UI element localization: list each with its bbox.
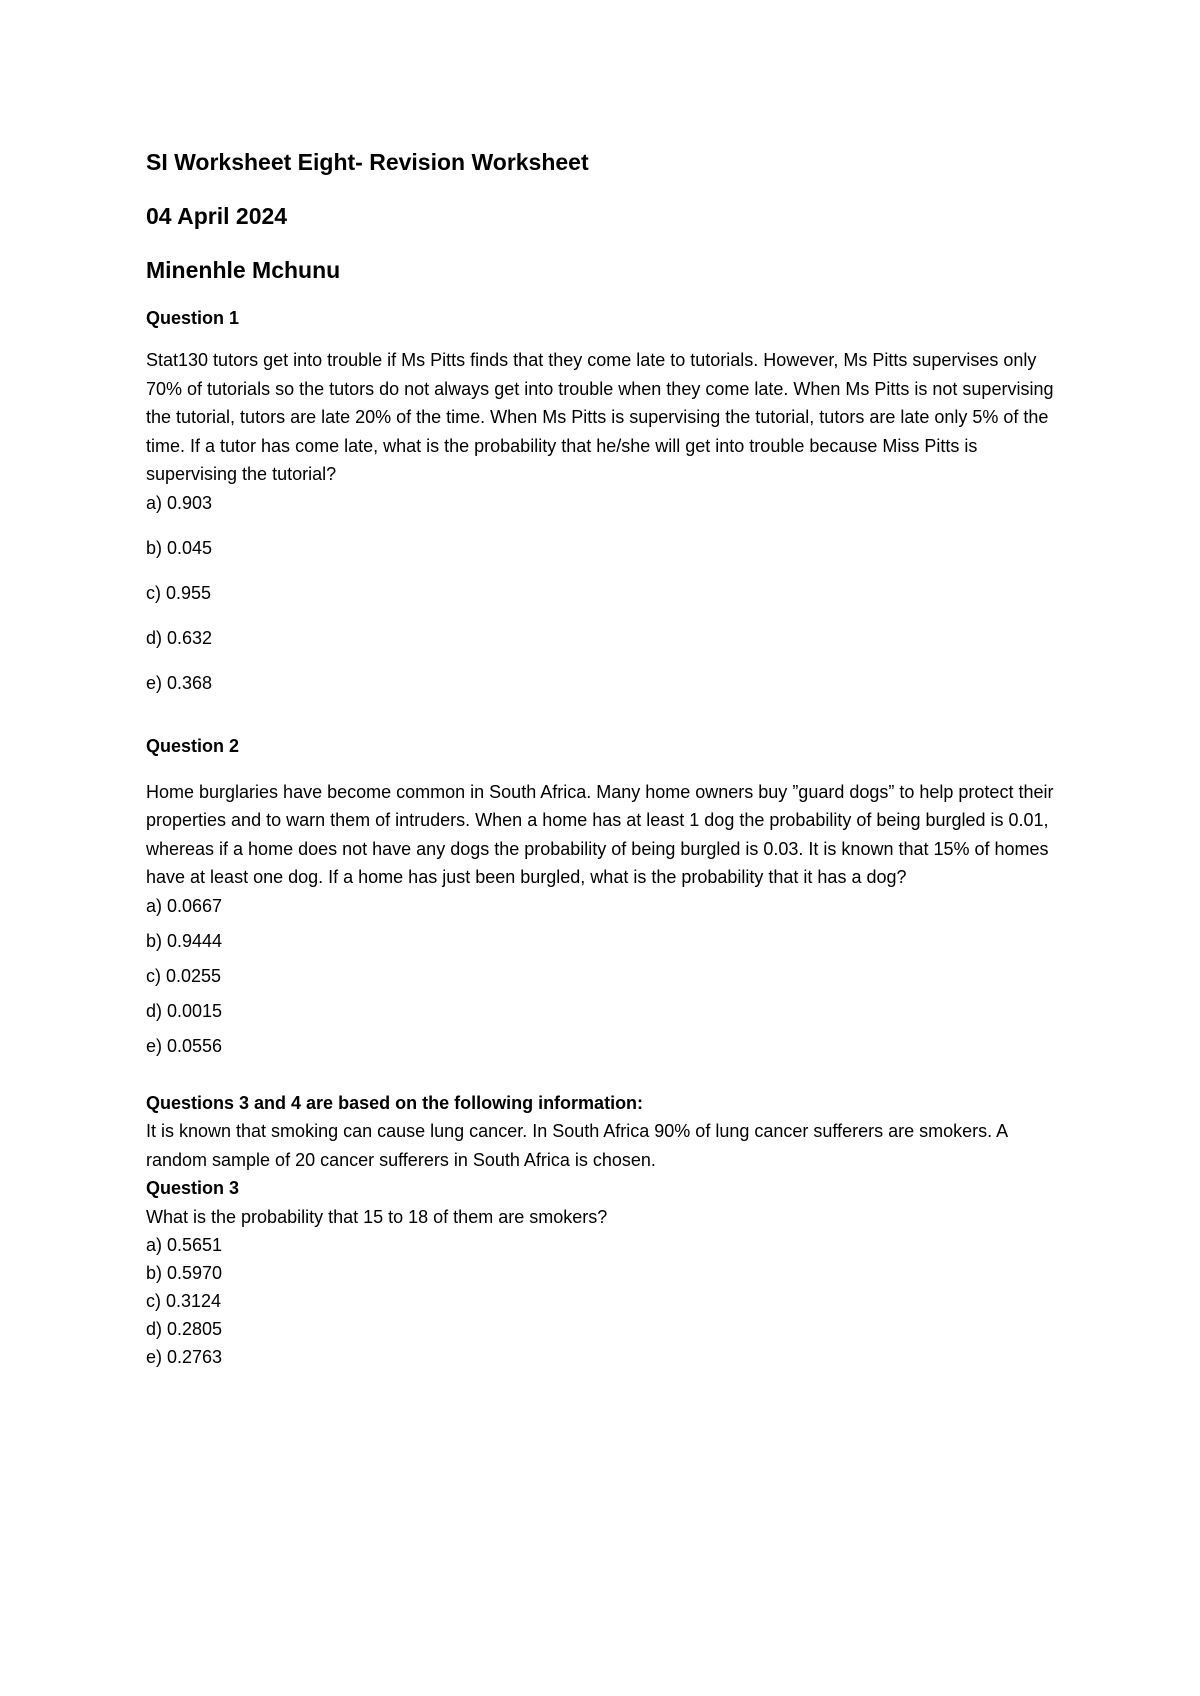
- question-1-option-b: b) 0.045: [146, 537, 213, 558]
- question-1-text: Stat130 tutors get into trouble if Ms Pitts finds that they come late to tutorials. However, Ms Pitts supervises only 70% of tutorials so the tutors do not always get into trouble when they come late. When Ms Pitts is not supervising the tutorial, tutors are late 20% of the time. When Ms Pitts is supervising the tutorial, tutors are late only 5% of the time. If a tutor has come late, what is the probability that he/she will get into trouble because Miss Pitts is supervising the tutorial?: [146, 350, 1054, 484]
- question-3-option-b: b) 0.5970: [146, 1263, 223, 1283]
- question-3-option-c: c) 0.3124: [146, 1291, 222, 1311]
- question-3-text: What is the probability that 15 to 18 of them are smokers?: [146, 1206, 608, 1227]
- question-1-option-a: a) 0.903: [146, 492, 213, 513]
- worksheet-author: Minenhle Mchunu: [146, 257, 341, 283]
- question-3-options: [146, 1231, 1066, 1371]
- question-1-option-e: e) 0.368: [146, 672, 213, 693]
- question-2-option-a: a) 0.0667: [146, 895, 223, 916]
- worksheet-title: SI Worksheet Eight- Revision Worksheet: [146, 149, 589, 175]
- questions-3-4-info: It is known that smoking can cause lung cancer. In South Africa 90% of lung cancer sufferers are smokers. A random sample of 20 cancer sufferers in South Africa is chosen.: [146, 1121, 1008, 1170]
- question-3-option-a: a) 0.5651: [146, 1235, 223, 1255]
- question-2-options: [146, 892, 1066, 1060]
- question-2-option-b: b) 0.9444: [146, 930, 223, 951]
- worksheet-date: 04 April 2024: [146, 203, 288, 229]
- question-3-label: Question 3: [146, 1178, 240, 1198]
- question-1-option-c: c) 0.955: [146, 582, 212, 603]
- question-2-option-e: e) 0.0556: [146, 1035, 223, 1056]
- question-2-option-d: d) 0.0015: [146, 1000, 223, 1021]
- questions-3-4-heading: Questions 3 and 4 are based on the following information:: [146, 1092, 644, 1113]
- question-2-text: Home burglaries have become common in South Africa. Many home owners buy ”guard dogs” to help protect their properties and to warn them of intruders. When a home has at least 1 dog the probability of being burgled is 0.01, whereas if a home does not have any dogs the probability of being burgled is 0.03. It is known that 15% of homes have at least one dog. If a home has just been burgled, what is the probability that it has a dog?: [146, 781, 1054, 887]
- document-content: [146, 146, 1066, 1371]
- question-2-option-c: c) 0.0255: [146, 965, 222, 986]
- question-3-option-d: d) 0.2805: [146, 1319, 223, 1339]
- question-1-option-d: d) 0.632: [146, 627, 213, 648]
- question-1-label: Question 1: [146, 308, 240, 328]
- question-3-option-e: e) 0.2763: [146, 1347, 223, 1367]
- spacer: [146, 1067, 1066, 1089]
- question-2-label: Question 2: [146, 735, 240, 756]
- question-1-options: [146, 489, 1066, 697]
